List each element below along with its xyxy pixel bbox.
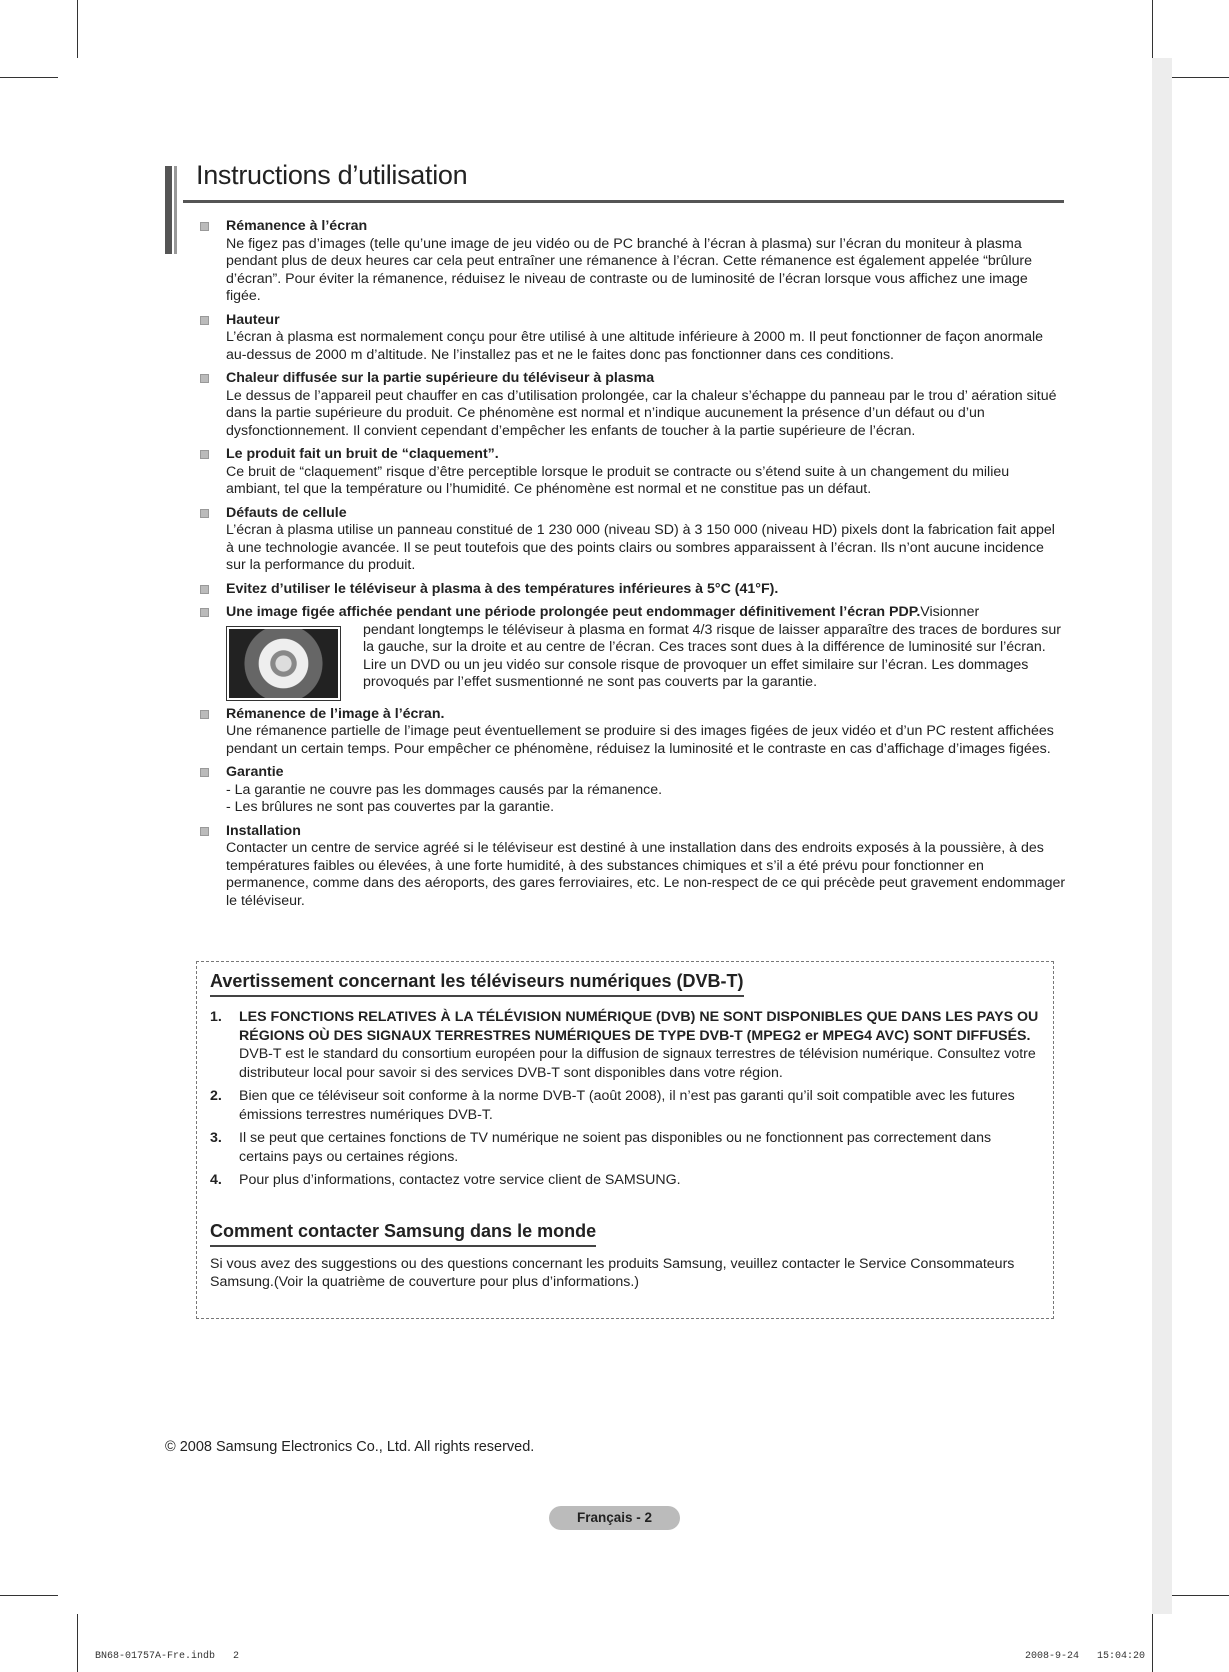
warning-title: Avertissement concernant les téléviseurs numériques (DVB-T): [210, 971, 744, 997]
crop-mark: [1152, 1614, 1153, 1672]
list-item: [196, 604, 1066, 692]
item-heading: Evitez d’utiliser le téléviseur à plasma à des températures inférieures à 5°C (41°F).: [226, 580, 779, 597]
frozen-image-thumbnail: [226, 626, 341, 701]
item-body: Ce bruit de “claquement” risque d’être perceptible lorsque le produit se contracte ou s’étend suite à un changement du milieu ambiant, tel que la température ou l’humidité. Ce phénomène est normal et ne constitue pas un défaut.: [226, 463, 1010, 497]
list-item: [196, 764, 1066, 817]
crop-mark: [0, 1595, 58, 1596]
warning-item: [210, 1129, 1040, 1166]
crop-mark: [77, 1614, 78, 1672]
square-bullet-icon: [200, 509, 209, 518]
item-bold-text: LES FONCTIONS RELATIVES À LA TÉLÉVISION NUMÉRIQUE (DVB) NE SONT DISPONIBLES QUE DANS LES PAYS OU RÉGIONS OÙ DES SIGNAUX TERRESTRES NUMÉRIQUES DE TYPE DVB-T (MPEG2 er MPEG4 AVC) SONT DIFFUSÉS.: [239, 1009, 1039, 1044]
square-bullet-icon: [200, 710, 209, 719]
item-number: 1.: [210, 1009, 222, 1025]
item-text: DVB-T est le standard du consortium européen pour la diffusion de signaux terrestres de télévision numérique. Consultez votre distributeur local pour savoir si des services DVB-T sont disponibles dans votre région.: [239, 1046, 1036, 1081]
crop-mark: [1172, 1595, 1229, 1596]
square-bullet-icon: [200, 608, 209, 617]
item-heading: Hauteur: [226, 311, 280, 328]
item-body: Contacter un centre de service agréé si le téléviseur est destiné à une installation dans des endroits exposés à la poussière, à des températures faibles ou élevées, à une forte humidité, à des substances chimiques et s’il a été prévu pour fonctionner en permanence, comme dans des aéroports, des gares ferroviaires, etc. Le non-respect de ce qui précède peut gravement endommager le téléviseur.: [226, 840, 1066, 909]
print-slug-file: BN68-01757A-Fre.indb 2: [95, 1651, 240, 1662]
image-note: [226, 622, 1066, 692]
print-slug-date: 2008-9-24 15:04:20: [1025, 1651, 1146, 1662]
instructions-list: [196, 218, 1066, 916]
square-bullet-icon: [200, 585, 209, 594]
item-heading: Chaleur diffusée sur la partie supérieure du téléviseur à plasma: [226, 370, 655, 386]
item-body-lead: Visionner: [920, 604, 980, 620]
item-heading: Rémanence de l’image à l’écran.: [226, 705, 445, 722]
list-item: [196, 823, 1066, 911]
item-text: Pour plus d’informations, contactez votre service client de SAMSUNG.: [239, 1172, 681, 1188]
list-item: [196, 312, 1066, 365]
item-body: L’écran à plasma est normalement conçu pour être utilisé à une altitude inférieure à 2000 m. Il peut fonctionner de façon anormale au-dessus de 2000 m d’altitude. Ne l’installez pas et ne le faites donc pas fonctionner dans ces conditions.: [226, 329, 1044, 363]
item-body-line: - Les brûlures ne sont pas couvertes par la garantie.: [226, 799, 555, 815]
crop-mark: [77, 0, 78, 58]
item-heading: Rémanence à l’écran: [226, 218, 368, 234]
item-heading: Le produit fait un bruit de “claquement”.: [226, 446, 499, 462]
square-bullet-icon: [200, 450, 209, 459]
dvb-warning-box: [196, 961, 1054, 1319]
list-item: [196, 706, 1066, 759]
item-heading: Garantie: [226, 764, 284, 780]
item-body: L’écran à plasma utilise un panneau constitué de 1 230 000 (niveau SD) à 3 150 000 (niveau HD) pixels dont la fabrication fait appel à une technologie avancée. Il se peut toutefois que des points clairs ou sombres apparaissent à l’écran. Ils n’ont aucune incidence sur la performance du produit.: [226, 522, 1055, 573]
copyright: © 2008 Samsung Electronics Co., Ltd. All rights reserved.: [165, 1439, 535, 1455]
list-item: [196, 370, 1066, 440]
item-number: 4.: [210, 1172, 222, 1188]
item-number: 3.: [210, 1130, 222, 1146]
item-number: 2.: [210, 1088, 222, 1104]
page-number-badge: Français - 2: [549, 1506, 680, 1530]
title-divider: [183, 200, 1064, 203]
item-body: Le dessus de l’appareil peut chauffer en cas d’utilisation prolongée, car la chaleur s’échappe du panneau par le trou d’ aération situé dans la partie supérieure du produit. Ce phénomène est normal et n’indique aucunement la présence d’un défaut ou d’un dysfonctionnement. Il convient cependant d’empêcher les enfants de toucher à la partie supérieure de l’écran.: [226, 387, 1057, 439]
contact-title: Comment contacter Samsung dans le monde: [210, 1221, 596, 1247]
square-bullet-icon: [200, 222, 209, 231]
page-edge-strip: [1152, 58, 1172, 1614]
flower-image: [229, 629, 338, 698]
list-item: [196, 581, 1066, 599]
square-bullet-icon: [200, 374, 209, 383]
item-body: Ne figez pas d’images (telle qu’une image de jeu vidéo ou de PC branché à l’écran à plasma) sur l’écran du moniteur à plasma pendant plus de deux heures car cela peut entraîner une rémanence à l’écran. Cette rémanence est également appelée “brûlure d’écran”. Pour éviter la rémanence, réduisez le niveau de contraste ou de luminosité de l’écran lorsque vous affichez une image figée.: [226, 235, 1033, 304]
title-accent-bar: [174, 166, 177, 254]
item-heading: Installation: [226, 822, 301, 839]
list-item: [196, 446, 1066, 499]
crop-mark: [1172, 77, 1229, 78]
crop-mark: [1152, 0, 1153, 58]
warning-item: [210, 1087, 1040, 1124]
item-heading: Défauts de cellule: [226, 504, 347, 521]
square-bullet-icon: [200, 827, 209, 836]
title-accent-bar: [165, 166, 172, 254]
square-bullet-icon: [200, 768, 209, 777]
item-body-line: - La garantie ne couvre pas les dommages causés par la rémanence.: [226, 781, 663, 798]
item-body: Une rémanence partielle de l’image peut éventuellement se produire si des images figées de jeux vidéo et d’un PC restent affichées pendant un certain temps. Pour empêcher ce phénomène, réduisez la luminosité et le contraste en cas d’affichage d’images figées.: [226, 723, 1054, 757]
crop-mark: [0, 77, 58, 78]
warning-item: [210, 1171, 1040, 1190]
item-text: Bien que ce téléviseur soit conforme à la norme DVB-T (août 2008), il n’est pas garanti qu’il soit compatible avec les futures émissions terrestres numériques DVB-T.: [239, 1088, 1015, 1123]
warning-item: [210, 1008, 1040, 1082]
list-item: [196, 218, 1066, 306]
warning-list: [210, 1008, 1040, 1195]
item-text: Il se peut que certaines fonctions de TV numérique ne soient pas disponibles ou ne fonctionnent pas correctement dans certains pays ou certaines régions.: [239, 1130, 992, 1165]
square-bullet-icon: [200, 316, 209, 325]
contact-text: Si vous avez des suggestions ou des questions concernant les produits Samsung, veuillez contacter le Service Consommateurs Samsung.(Voir la quatrième de couverture pour plus d’informations.): [210, 1256, 1015, 1290]
item-body: pendant longtemps le téléviseur à plasma en format 4/3 risque de laisser apparaître des traces de bordures sur la gauche, sur la droite et au centre de l’écran. Ces traces sont dues à la différence de luminosité sur l’écran. Lire un DVD ou un jeu vidéo sur console risque de provoquer un effet similaire sur l’écran. Les dommages provoqués par l’effet susmentionné ne sont pas couverts par la garantie.: [363, 621, 1061, 690]
list-item: [196, 505, 1066, 575]
item-heading: Une image figée affichée pendant une période prolongée peut endommager définitivement l’écran PDP.: [226, 604, 921, 620]
page-title: Instructions d’utilisation: [196, 160, 468, 190]
